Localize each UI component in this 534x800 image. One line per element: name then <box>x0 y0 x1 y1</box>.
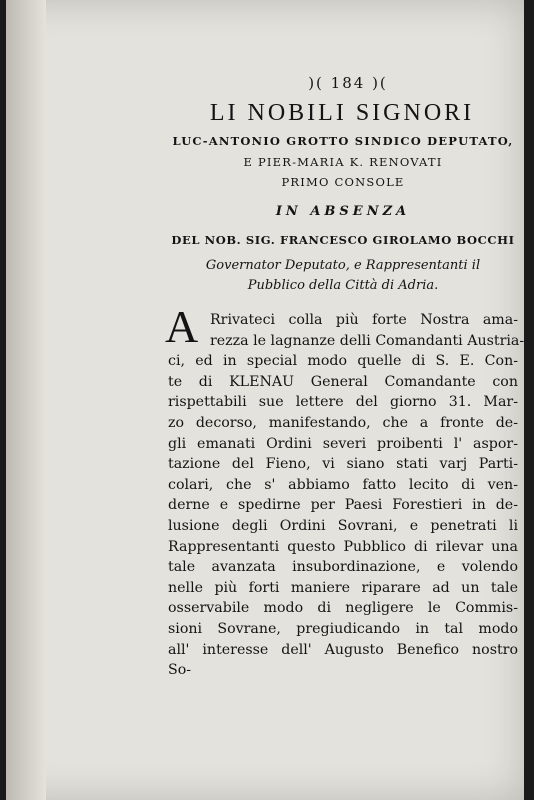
absent-official: DEL NOB. SIG. FRANCESCO GIROLAMO BOCCHI <box>171 233 515 247</box>
body-line: te di KLENAU General Comandante con <box>168 373 518 390</box>
body-line: osservabile modo di negligere le Commis- <box>168 600 518 617</box>
drop-cap: A <box>165 301 199 352</box>
body-line: rezza le lagnanze delli Comandanti Austria- <box>210 332 524 349</box>
body-line: colari, che s' abbiamo fatto lecito di ven- <box>168 476 518 493</box>
office-line-1: Governator Deputato, e Rappresentanti il <box>205 258 481 273</box>
body-line: nelle più forti maniere riparare ad un tale <box>168 579 518 596</box>
body-line: rispettabili sue lettere del giorno 31. Mar- <box>168 394 518 411</box>
body-line: sioni Sovrane, pregiudicando in tal modo <box>168 620 518 637</box>
page-number: )( 184 )( <box>308 74 388 92</box>
body-text <box>165 301 524 681</box>
in-absenza-heading: IN ABSENZA <box>275 204 411 219</box>
body-line: gli emanati Ordini severi proibenti l' aspor- <box>168 435 518 452</box>
office-description <box>168 256 518 296</box>
body-line: ci, ed in special modo quelle di S. E. Con- <box>168 353 518 370</box>
body-line: all' interesse dell' Augusto Benefico nostro <box>168 641 518 658</box>
body-line: Rappresentanti questo Pubblico di rilevar una <box>168 538 518 555</box>
official-line-2: E PIER-MARIA K. RENOVATI <box>243 155 443 169</box>
body-line: derne e spedirne per Paesi Forestieri in de- <box>168 497 518 514</box>
body-line: lusione degli Ordini Sovrani, e penetrati li <box>168 517 518 534</box>
body-line: tale avanzata insubordinazione, e volendo <box>168 559 518 576</box>
body-line: tazione del Fieno, vi siano stati varj Parti- <box>168 456 518 473</box>
document-page <box>6 0 524 800</box>
page-title: LI NOBILI SIGNORI <box>209 100 475 126</box>
official-line-1: LUC-ANTONIO GROTTO SINDICO DEPUTATO, <box>172 134 514 148</box>
page-content <box>165 70 524 681</box>
office-line-2: Pubblico della Città di Adria. <box>247 278 439 293</box>
body-line: Rrivateci colla più forte Nostra ama- <box>210 312 518 328</box>
catchword: So- <box>168 662 192 679</box>
official-line-3: PRIMO CONSOLE <box>281 175 405 189</box>
body-line: zo decorso, manifestando, che a fronte de- <box>168 414 518 431</box>
page-gutter-shadow <box>6 0 46 800</box>
